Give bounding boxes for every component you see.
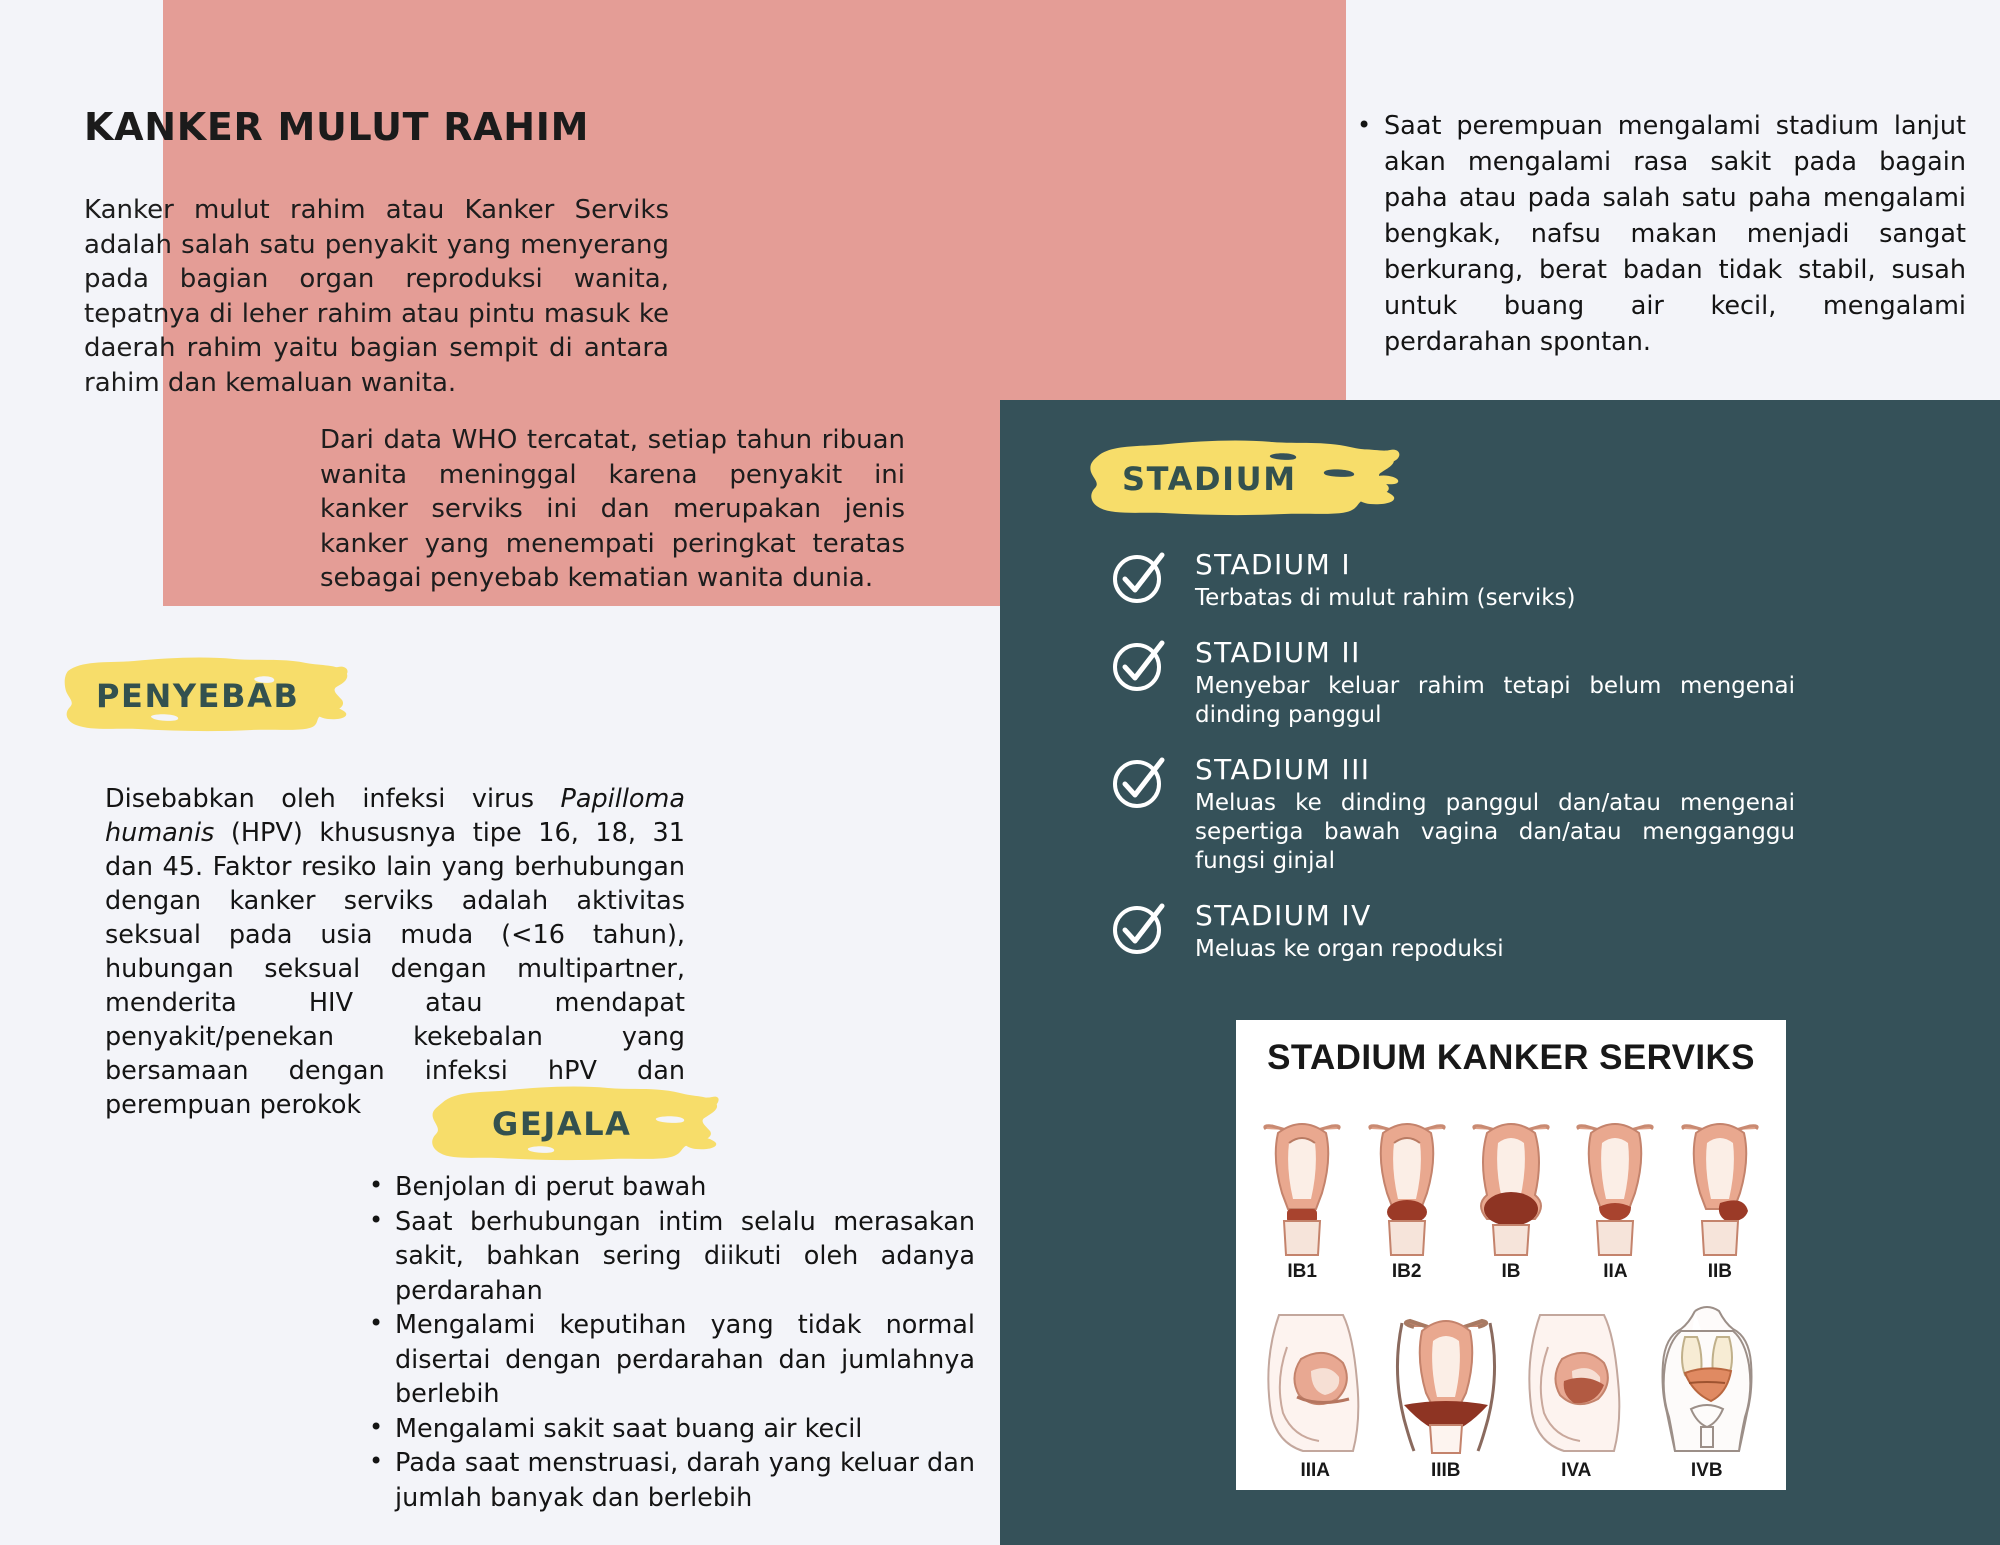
pelvis-stage-icon — [1518, 1301, 1634, 1456]
list-item: • Mengalami sakit saat buang air kecil — [395, 1412, 975, 1447]
page-title: KANKER MULUT RAHIM — [84, 105, 590, 150]
list-item: • Saat berhubungan intim selalu merasakan sakit, bahkan sering diikuti oleh adanya perdarahan — [395, 1205, 975, 1309]
diagram-title: STADIUM KANKER SERVIKS — [1267, 1038, 1755, 1077]
stadium-desc: Terbatas di mulut rahim (serviks) — [1195, 585, 1576, 611]
stadium-item — [1110, 753, 1810, 876]
diagram-cell — [1642, 1301, 1773, 1482]
pelvis-stage-icon — [1257, 1301, 1373, 1456]
diagram-cell — [1668, 1107, 1772, 1283]
penyebab-text-before: Disebabkan oleh infeksi virus — [105, 783, 561, 814]
list-item: • Pada saat menstruasi, darah yang keluar dan jumlah banyak dan berlebih — [395, 1446, 975, 1515]
stadium-name: STADIUM III — [1195, 753, 1371, 786]
diagram-cell — [1459, 1107, 1563, 1283]
diagram-cell-label: IIIA — [1300, 1460, 1331, 1481]
penyebab-heading — [62, 647, 352, 739]
uterus-stage-icon — [1361, 1107, 1453, 1257]
diagram-cell — [1354, 1107, 1458, 1283]
list-item: • Benjolan di perut bawah — [395, 1170, 975, 1205]
penyebab-italic-term: Papilloma humanis — [105, 783, 685, 848]
body-metastasis-icon — [1655, 1301, 1759, 1456]
check-circle-icon — [1110, 899, 1168, 957]
diagram-cell-label: IB2 — [1391, 1261, 1422, 1282]
uterus-stage-icon — [1256, 1107, 1348, 1257]
stadium-name: STADIUM I — [1195, 548, 1352, 581]
list-item: • Saat perempuan mengalami stadium lanjut akan mengalami rasa sakit pada bagain paha atau pada salah satu paha mengalami bengkak, nafsu makan menjadi sangat berkurang, berat badan tidak stabil, susah untuk buang air kecil, mengalami perdarahan spontan. — [1384, 108, 1966, 360]
stadium-item — [1110, 636, 1810, 730]
check-circle-icon — [1110, 753, 1168, 811]
stadium-name: STADIUM II — [1195, 636, 1361, 669]
gejala-heading-label: GEJALA — [492, 1105, 632, 1143]
diagram-cell — [1563, 1107, 1667, 1283]
uterus-stage-icon — [1465, 1107, 1557, 1257]
diagram-cell-label: IVA — [1561, 1460, 1592, 1481]
diagram-cell-label: IIA — [1603, 1261, 1628, 1282]
diagram-cell-label: IVB — [1690, 1460, 1723, 1481]
diagram-cell — [1511, 1301, 1642, 1482]
diagram-cell-label: IIB — [1707, 1261, 1732, 1282]
stadium-heading — [1088, 430, 1403, 522]
penyebab-text-after: (HPV) khususnya tipe 16, 18, 31 dan 45. Faktor resiko lain yang berhubungan dengan kanker serviks adalah aktivitas seksual pada usia muda (<16 tahun), hubungan seksual dengan multipartner, menderita HIV atau mendapat penyakit/penekan kekebalan yang bersamaan dengan infeksi hPV dan perempuan perokok — [105, 817, 685, 1120]
gejala-heading — [428, 1075, 720, 1167]
uterus-stage-icon — [1674, 1107, 1766, 1257]
stadium-desc: Meluas ke dinding panggul dan/atau mengenai sepertiga bawah vagina dan/atau mengganggu fungsi ginjal — [1195, 790, 1795, 874]
diagram-cell-label: IB — [1501, 1261, 1521, 1282]
diagram-row-bottom — [1250, 1292, 1772, 1482]
who-paragraph: Dari data WHO tercatat, setiap tahun ribuan wanita meninggal karena penyakit ini kanker serviks ini dan merupakan jenis kanker yang menempati peringkat teratas sebagai penyebab kematian wanita dunia. — [320, 425, 905, 593]
stadium-item — [1110, 899, 1810, 964]
check-circle-icon — [1110, 548, 1168, 606]
stadium-desc: Meluas ke organ repoduksi — [1195, 936, 1504, 962]
diagram-cell — [1250, 1107, 1354, 1283]
uterus-stage-icon — [1569, 1107, 1661, 1257]
uterus-spread-icon — [1388, 1301, 1504, 1456]
stadium-heading-label: STADIUM — [1122, 460, 1297, 498]
stadium-desc: Menyebar keluar rahim tetapi belum mengenai dinding panggul — [1195, 673, 1795, 728]
gejala-list — [363, 1170, 975, 1515]
check-circle-icon — [1110, 636, 1168, 694]
penyebab-body — [105, 782, 685, 1122]
cervical-cancer-stages-diagram — [1236, 1020, 1786, 1490]
stadium-item — [1110, 548, 1810, 613]
list-item: • Mengalami keputihan yang tidak normal disertai dengan perdarahan dan jumlahnya berlebih — [395, 1308, 975, 1412]
advanced-stage-symptoms-list — [1352, 108, 1966, 360]
diagram-cell-label: IB1 — [1287, 1261, 1317, 1282]
penyebab-heading-label: PENYEBAB — [96, 677, 300, 715]
diagram-row-top — [1250, 1098, 1772, 1283]
intro-paragraph: Kanker mulut rahim atau Kanker Serviks adalah salah satu penyakit yang menyerang pada bagian organ reproduksi wanita, tepatnya di leher rahim atau pintu masuk ke daerah rahim yaitu bagian sempit di antara rahim dan kemaluan wanita. — [84, 195, 669, 398]
stadium-items — [1110, 548, 1810, 987]
stadium-name: STADIUM IV — [1195, 899, 1372, 932]
diagram-cell — [1250, 1301, 1381, 1482]
diagram-cell — [1381, 1301, 1512, 1482]
diagram-cell-label: IIIB — [1430, 1460, 1461, 1481]
